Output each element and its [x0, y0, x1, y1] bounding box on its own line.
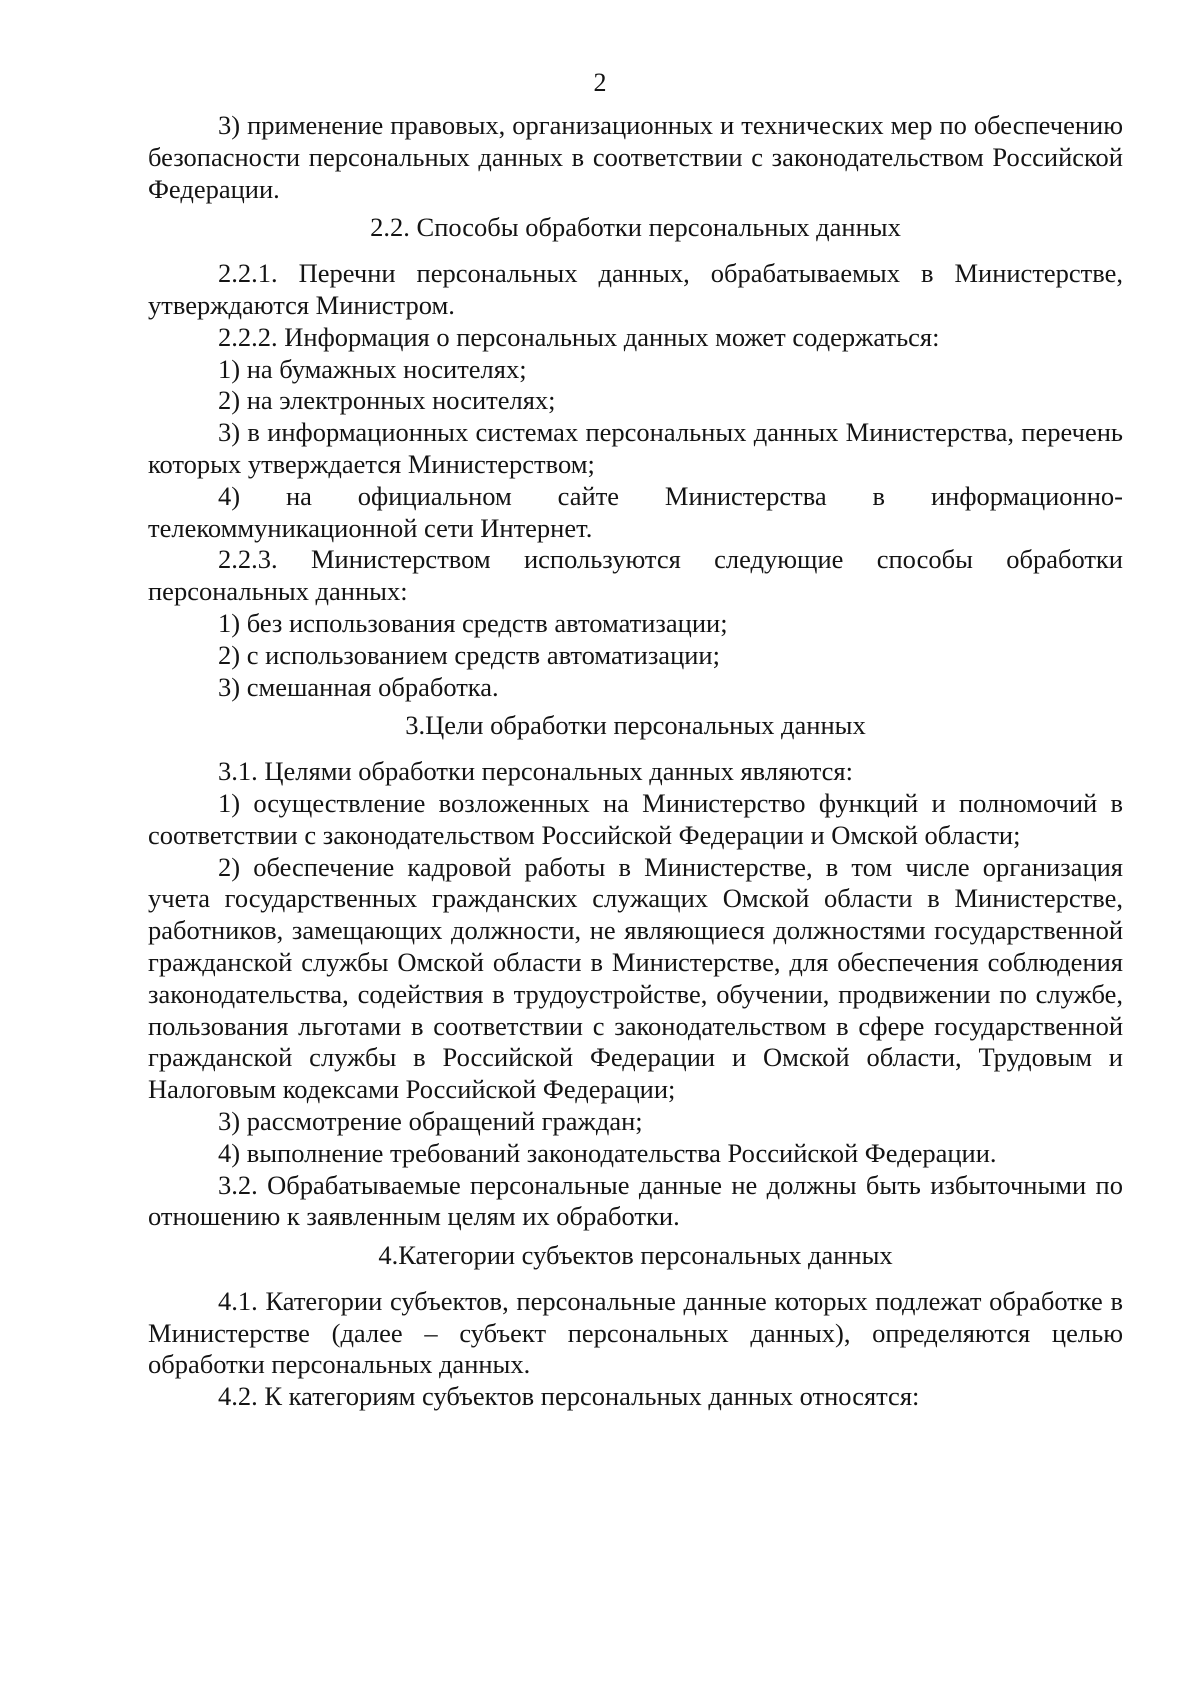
- list-item-website: 4) на официальном сайте Министерства в информационно-телекоммуникационной сети Интернет.: [148, 480, 1123, 543]
- section-heading-4: 4.Категории субъектов персональных данных: [378, 1240, 893, 1271]
- paragraph-3-1: 3.1. Целями обработки персональных данных являются:: [218, 756, 853, 787]
- section-heading-2-2: 2.2. Способы обработки персональных данных: [370, 212, 901, 243]
- list-item-requirements: 4) выполнение требований законодательства Российской Федерации.: [218, 1137, 997, 1168]
- list-item-no-automation: 1) без использования средств автоматизации;: [218, 607, 728, 638]
- list-item-personnel: 2) обеспечение кадровой работы в Министерстве, в том числе организация учета государственных гражданских служащих Омской области в Министерстве, работников, замещающих должности, не являющиеся должностями государственной гражданской службы Омской области в Министерстве, для обеспечения соблюдения законодательства, содействия в трудоустройстве, обучении, продвижении по службе, пользования льготами в соответствии с законодательством в сфере государственной гражданской службы в Российской Федерации и Омской области, Трудовым и Налоговым кодексами Российской Федерации;: [148, 851, 1123, 1105]
- list-item-mixed: 3) смешанная обработка.: [218, 671, 499, 702]
- document-body: [148, 110, 1123, 1413]
- list-item-appeals: 3) рассмотрение обращений граждан;: [218, 1105, 643, 1136]
- list-item-with-automation: 2) с использованием средств автоматизации;: [218, 639, 720, 670]
- paragraph-4-1: 4.1. Категории субъектов, персональные данные которых подлежат обработке в Министерстве (далее – субъект персональных данных), определяются целью обработки персональных данных.: [148, 1285, 1123, 1380]
- paragraph-2-2-3: 2.2.3. Министерством используются следующие способы обработки персональных данных:: [148, 544, 1123, 607]
- paragraph-3-2: 3.2. Обрабатываемые персональные данные не должны быть избыточными по отношению к заявленным целям их обработки.: [148, 1169, 1123, 1232]
- page-number: 2: [593, 68, 607, 97]
- list-item-3-measures: 3) применение правовых, организационных и технических мер по обеспечению безопасности персональных данных в соответствии с законодательством Российской Федерации.: [148, 110, 1123, 204]
- paragraph-2-2-1: 2.2.1. Перечни персональных данных, обрабатываемых в Министерстве, утверждаются Министром.: [148, 258, 1123, 320]
- list-item-electronic: 2) на электронных носителях;: [218, 385, 556, 416]
- list-item-functions: 1) осуществление возложенных на Министерство функций и полномочий в соответствии с законодательством Российской Федерации и Омской области;: [148, 787, 1123, 850]
- list-item-paper: 1) на бумажных носителях;: [218, 353, 527, 384]
- paragraph-4-2: 4.2. К категориям субъектов персональных данных относятся:: [218, 1381, 920, 1412]
- section-heading-3: 3.Цели обработки персональных данных: [405, 710, 866, 741]
- list-item-info-systems: 3) в информационных системах персональных данных Министерства, перечень которых утверждается Министерством;: [148, 417, 1123, 479]
- paragraph-2-2-2: 2.2.2. Информация о персональных данных может содержаться:: [218, 321, 940, 352]
